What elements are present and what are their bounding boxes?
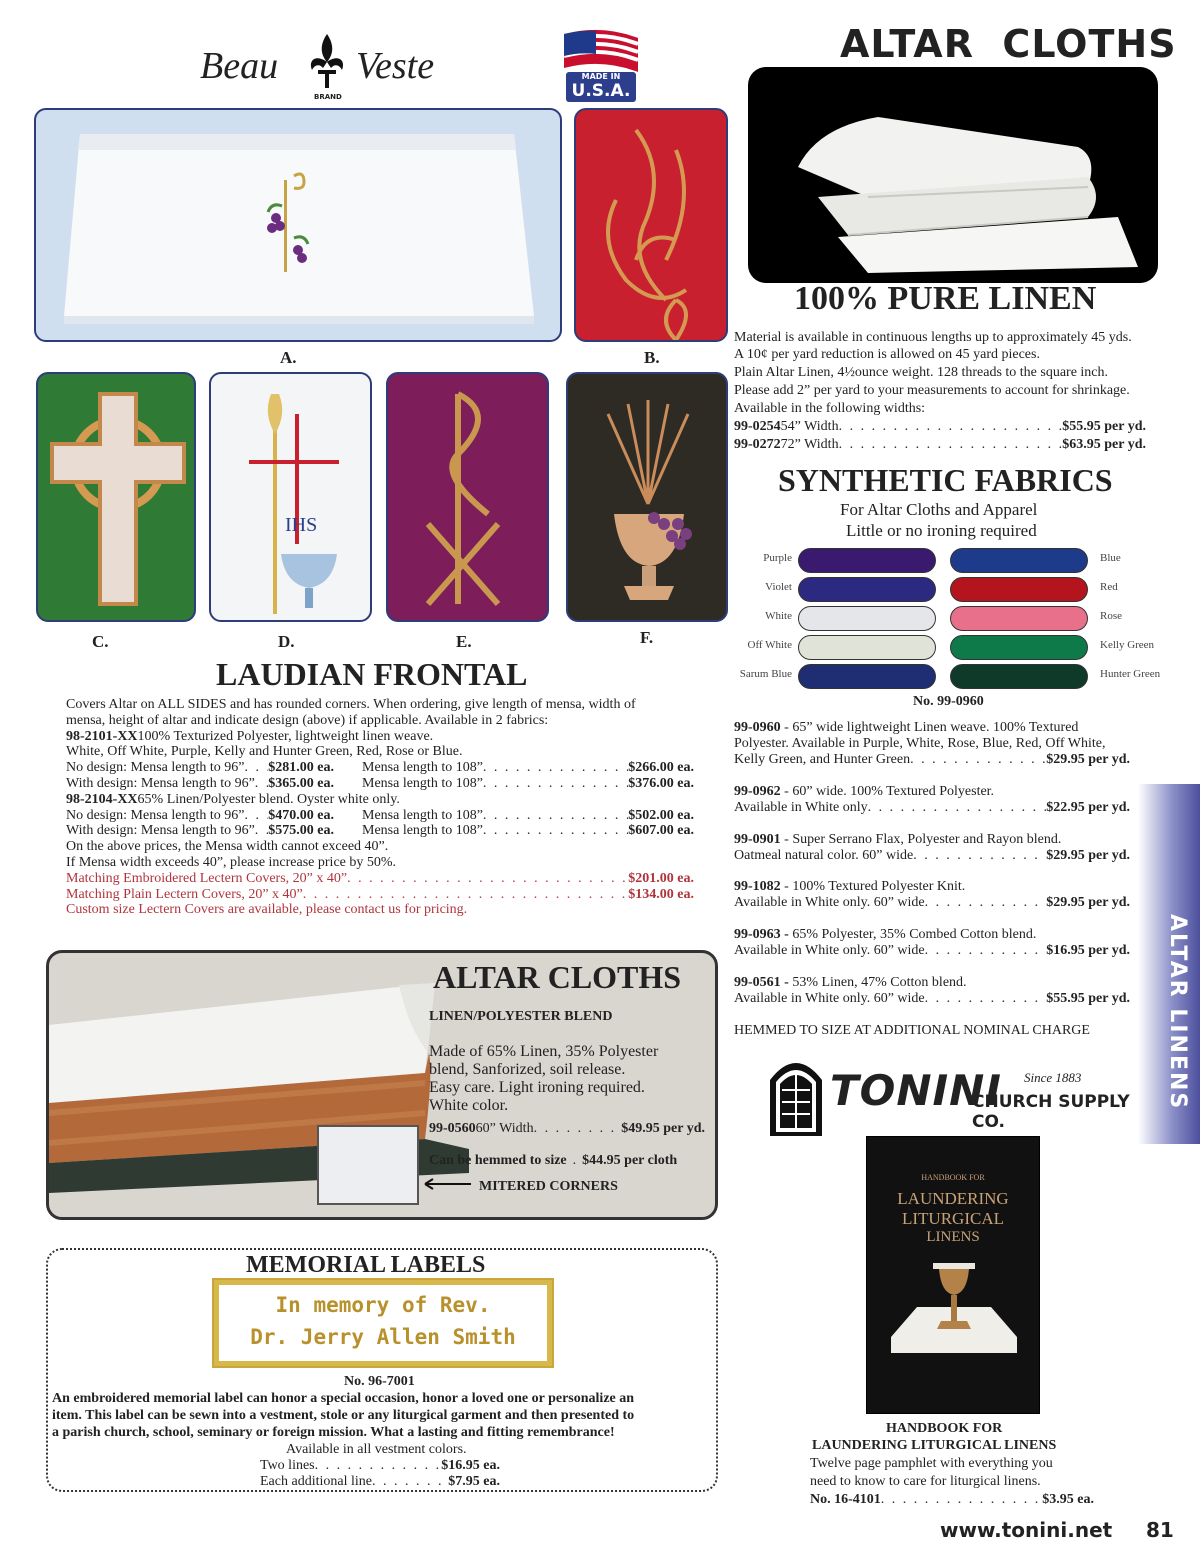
- memorial-title: MEMORIAL LABELS: [246, 1252, 486, 1278]
- item-line: 53% Linen, 47% Cotton blend.: [788, 975, 967, 990]
- memorial-desc-3: a parish church, school, seminary or foreign mission. What a lasting and fitting remembrance!: [52, 1425, 615, 1440]
- lectern-note: Custom size Lectern Covers are available, please contact us for pricing.: [66, 902, 468, 918]
- swatch-label-sarum-blue: Sarum Blue: [739, 668, 792, 680]
- swatch-label-off-white: Off White: [747, 639, 792, 651]
- us-flag-icon: [562, 28, 640, 78]
- row-desc: Mensa length to 108”: [362, 807, 483, 823]
- handbook-desc-1: Twelve page pamphlet with everything you: [810, 1456, 1053, 1471]
- synthetic-title: SYNTHETIC FABRICS: [778, 462, 1113, 498]
- item-0962: [734, 784, 1130, 816]
- synthetic-sub1: For Altar Cloths and Apparel: [840, 500, 1038, 519]
- row-desc: With design: Mensa length to 96”: [66, 823, 255, 839]
- altar-box-desc-4: White color.: [429, 1097, 509, 1114]
- item-line: Available in White only. 60” wide: [734, 991, 925, 1006]
- item-0960: [734, 720, 1130, 768]
- row-desc: With design: Mensa length to 96”: [66, 775, 255, 791]
- row-desc: Mensa length to 108”: [362, 775, 483, 791]
- item-desc: 72” Width: [780, 437, 839, 452]
- swatch-label-kelly-green: Kelly Green: [1100, 639, 1155, 651]
- item-line: - 65” wide lightweight Linen weave. 100% Textured: [780, 720, 1079, 735]
- lectern-desc: Matching Plain Lectern Covers, 20” x 40”: [66, 886, 303, 902]
- memorial-each-line: [260, 1474, 500, 1490]
- laudian-note-2: If Mensa width exceeds 40”, please increase price by 50%.: [66, 854, 397, 870]
- memorial-no: No. 96-7001: [344, 1374, 415, 1389]
- fabric1-code: 98-2101-XX: [66, 728, 138, 744]
- mitered-label: MITERED CORNERS: [479, 1179, 618, 1194]
- row-price: $575.00 ea.: [268, 823, 334, 839]
- hemmed-note: HEMMED TO SIZE AT ADDITIONAL NOMINAL CHARGE: [734, 1023, 1090, 1038]
- price-desc: Two lines: [260, 1458, 315, 1473]
- label-line-2: Dr. Jerry Allen Smith: [250, 1325, 516, 1349]
- swatch-label-rose: Rose: [1100, 610, 1122, 622]
- handbook-price-line: [810, 1492, 1094, 1508]
- item-price: $22.95 per yd.: [1046, 800, 1130, 815]
- item-line: 65% Polyester, 35% Combed Cotton blend.: [788, 927, 1037, 942]
- swatch-label-white: White: [765, 610, 792, 622]
- row-price: $281.00 ea.: [268, 760, 334, 776]
- altar-box-desc-1: Made of 65% Linen, 35% Polyester: [429, 1043, 659, 1060]
- swatch-red[interactable]: [950, 577, 1088, 602]
- handbook-desc-2: need to know to care for liturgical linens.: [810, 1474, 1041, 1489]
- row-price: $365.00 ea.: [268, 775, 334, 791]
- item-code: 99-0901: [734, 832, 781, 847]
- item-code: 99-0962: [734, 784, 781, 799]
- price-row: [66, 776, 694, 792]
- brand-name-left: Beau: [200, 45, 279, 87]
- item-price: $29.95 per yd.: [1046, 895, 1130, 910]
- item-code: 99-0561 -: [734, 975, 789, 990]
- swatch-label-violet: Violet: [765, 581, 792, 593]
- linen-line-2: A 10¢ per yard reduction is allowed on 45 yard pieces.: [734, 347, 1040, 362]
- item-code: 99-0560: [429, 1121, 476, 1136]
- swatch-label-hunter-green: Hunter Green: [1100, 668, 1161, 680]
- memorial-desc-1: An embroidered memorial label can honor a special occasion, honor a loved one or personalize an: [52, 1391, 635, 1406]
- page-number: 81: [1146, 1518, 1174, 1542]
- fabric1-desc: 100% Texturized Polyester, lightweight linen weave.: [137, 728, 434, 744]
- handbook-no: No. 16-4101: [810, 1492, 881, 1507]
- lectern-price: $134.00 ea.: [628, 886, 694, 902]
- brand-sub: BRAND: [314, 93, 342, 101]
- fabric2-code: 98-2104-XX: [66, 791, 138, 807]
- panel-b-holy-spirit-image: [574, 108, 728, 342]
- swatch-rose[interactable]: [950, 606, 1088, 631]
- tonini-logo: [766, 1050, 1146, 1140]
- swatch-white[interactable]: [798, 606, 936, 631]
- handbook-price: $3.95 ea.: [1042, 1492, 1094, 1507]
- item-line: - 60” wide. 100% Textured Polyester.: [780, 784, 995, 799]
- linen-image: [748, 67, 1158, 283]
- cover-big-3: LINENS: [926, 1229, 980, 1245]
- label-f: F.: [640, 628, 654, 647]
- linen-line-5: Available in the following widths:: [734, 401, 926, 416]
- item-line: - Super Serrano Flax, Polyester and Rayon blend.: [780, 832, 1062, 847]
- mitered-corner-swatch: [317, 1125, 419, 1205]
- label-c: C.: [92, 632, 109, 651]
- price-row: [66, 760, 694, 776]
- item-code: 99-0960: [734, 720, 781, 735]
- label-d: D.: [278, 632, 295, 651]
- panel-f-chalice-image: [566, 372, 728, 622]
- tonini-church: CHURCH SUPPLY CO.: [972, 1092, 1130, 1132]
- linen-line-1: Material is available in continuous lengths up to approximately 45 yds.: [734, 330, 1132, 345]
- fabric2-desc: 65% Linen/Polyester blend. Oyster white only.: [137, 791, 400, 807]
- lectern-row-2: [66, 887, 694, 903]
- row-price: $502.00 ea.: [628, 807, 694, 823]
- cover-small: HANDBOOK FOR: [921, 1173, 985, 1182]
- item-code: 99-0272: [734, 437, 781, 452]
- usa-text: U.S.A.: [571, 81, 631, 101]
- fabric1-colors: White, Off White, Purple, Kelly and Hunter Green, Red, Rose or Blue.: [66, 744, 463, 760]
- swatch-label-blue: Blue: [1100, 552, 1121, 564]
- item-code: 99-0963 -: [734, 927, 789, 942]
- row-price: $470.00 ea.: [268, 807, 334, 823]
- panel-c-celtic-cross-image: [36, 372, 196, 622]
- swatch-off-white[interactable]: [798, 635, 936, 660]
- lectern-desc: Matching Embroidered Lectern Covers, 20” x 40”: [66, 870, 348, 886]
- row-price: $266.00 ea.: [628, 760, 694, 776]
- item-price: $29.95 per yd.: [1046, 752, 1130, 767]
- handbook-title-1: HANDBOOK FOR: [886, 1421, 1003, 1436]
- panel-d-ihs-image: [209, 372, 372, 622]
- row-desc: No design: Mensa length to 96”: [66, 760, 245, 776]
- memorial-desc-2: item. This label can be sewn into a vestment, stole or any liturgical garment and then presented to: [52, 1408, 635, 1423]
- row-desc: Mensa length to 108”: [362, 823, 483, 839]
- swatch-label-purple: Purple: [763, 552, 792, 564]
- beau-veste-logo: [196, 30, 446, 102]
- price-desc: Each additional line: [260, 1474, 372, 1489]
- altar-box-desc-2: blend, Sanforized, soil release.: [429, 1061, 626, 1078]
- synthetic-items: [734, 720, 1130, 1020]
- row-price: $607.00 ea.: [628, 823, 694, 839]
- panel-e-chi-rho-image: [386, 372, 549, 622]
- handbook-cover: [866, 1136, 1040, 1414]
- linen-line-3: Plain Altar Linen, 4½ounce weight. 128 threads to the square inch.: [734, 365, 1109, 380]
- swatch-violet[interactable]: [798, 577, 936, 602]
- item-price: $63.95 per yd.: [1062, 437, 1146, 452]
- swatch-grid: [730, 546, 1170, 692]
- row-desc: No design: Mensa length to 96”: [66, 807, 245, 823]
- ihs-monogram: IHS: [285, 514, 318, 536]
- item-price: $55.95 per yd.: [1062, 419, 1146, 434]
- item-line: - 100% Textured Polyester Knit.: [780, 879, 966, 894]
- swatch-blue[interactable]: [950, 548, 1088, 573]
- made-in-usa-badge: [562, 28, 640, 104]
- tonini-name: TONINI: [830, 1066, 1002, 1115]
- label-b: B.: [644, 348, 660, 367]
- swatch-number: No. 99-0960: [913, 694, 984, 709]
- memorial-avail: Available in all vestment colors.: [286, 1442, 467, 1457]
- hem-price: $44.95 per cloth: [582, 1153, 678, 1168]
- laudian-title: LAUDIAN FRONTAL: [216, 656, 528, 692]
- item-line: Available in White only. 60” wide: [734, 895, 925, 910]
- laudian-intro-2: mensa, height of altar and indicate design (above) if applicable. Available in 2 fabrics:: [66, 712, 549, 728]
- memorial-two-lines: [260, 1458, 500, 1474]
- synthetic-sub2: Little or no ironing required: [846, 521, 1037, 540]
- handbook-title-2: LAUNDERING LITURGICAL LINENS: [812, 1438, 1057, 1453]
- item-line: Kelly Green, and Hunter Green: [734, 752, 911, 767]
- side-tab: [1138, 784, 1200, 1144]
- lectern-price: $201.00 ea.: [628, 870, 694, 886]
- item-0963: [734, 927, 1130, 959]
- swatch-label-red: Red: [1100, 581, 1118, 593]
- altar-cloths-box: [46, 950, 718, 1220]
- altar-box-hem-line: Can be hemmed to size . $44.95 per cloth: [429, 1153, 678, 1168]
- usa-box: [566, 72, 636, 102]
- memorial-box: [46, 1248, 718, 1492]
- swatch-hunter-green[interactable]: [950, 664, 1088, 689]
- linen-item-0272: [734, 437, 1146, 453]
- brand-name-right: Veste: [356, 45, 435, 87]
- footer-url[interactable]: www.tonini.net: [940, 1518, 1113, 1542]
- item-0561: [734, 975, 1130, 1007]
- swatch-purple[interactable]: [798, 548, 936, 573]
- item-line: Polyester. Available in Purple, White, Rose, Blue, Red, Off White,: [734, 736, 1106, 751]
- linen-title: 100% PURE LINEN: [794, 280, 1097, 317]
- cover-big-1: LAUNDERING: [897, 1189, 1009, 1208]
- row-price: $376.00 ea.: [628, 775, 694, 791]
- price-value: $16.95 ea.: [441, 1458, 500, 1473]
- hem-desc: Can be hemmed to size: [429, 1153, 567, 1168]
- made-in-text: MADE IN: [581, 72, 621, 81]
- label-e: E.: [456, 632, 472, 651]
- item-code: 99-1082: [734, 879, 781, 894]
- lectern-row-1: [66, 871, 694, 887]
- tonini-since: Since 1883: [1024, 1070, 1082, 1085]
- church-window-icon: [766, 1050, 826, 1138]
- laudian-note-1: On the above prices, the Mensa width cannot exceed 40”.: [66, 839, 389, 855]
- altar-box-price-line: [429, 1121, 705, 1137]
- row-desc: Mensa length to 108”: [362, 760, 483, 776]
- item-price: $29.95 per yd.: [1046, 848, 1130, 863]
- linen-item-0254: [734, 419, 1146, 435]
- chalice-linen-illustration: [887, 1257, 1021, 1357]
- item-price: $16.95 per yd.: [1046, 943, 1130, 958]
- altar-box-desc-3: Easy care. Light ironing required.: [429, 1079, 645, 1096]
- price-value: $7.95 ea.: [448, 1474, 500, 1489]
- page-title: ALTAR CLOTHS: [840, 22, 1177, 66]
- panel-a-frontal-image: [34, 108, 562, 342]
- item-desc: 60” Width: [475, 1121, 534, 1136]
- item-desc: 54” Width: [780, 419, 839, 434]
- linen-info: [734, 330, 1146, 456]
- item-1082: [734, 879, 1130, 911]
- item-price: $55.95 per yd.: [1046, 991, 1130, 1006]
- item-price: $49.95 per yd.: [621, 1121, 705, 1136]
- item-line: Available in White only. 60” wide: [734, 943, 925, 958]
- laudian-intro-1: Covers Altar on ALL SIDES and has rounded corners. When ordering, give length of mensa, width of: [66, 697, 636, 712]
- price-row: [66, 823, 694, 839]
- linen-line-4: Please add 2” per yard to your measurements to account for shrinkage.: [734, 383, 1130, 398]
- swatch-sarum-blue[interactable]: [798, 664, 936, 689]
- side-tab-label: ALTAR LINENS: [1165, 914, 1190, 1111]
- label-a: A.: [280, 348, 297, 367]
- altar-box-title: ALTAR CLOTHS: [433, 959, 682, 995]
- item-line: Oatmeal natural color. 60” wide: [734, 848, 914, 863]
- item-code: 99-0254: [734, 419, 781, 434]
- arrow-left-icon: [423, 1177, 473, 1191]
- swatch-kelly-green[interactable]: [950, 635, 1088, 660]
- laudian-details: [66, 697, 694, 918]
- label-line-1: In memory of Rev.: [275, 1293, 491, 1317]
- price-row: [66, 808, 694, 824]
- fleur-de-lis-icon: [306, 32, 348, 92]
- cover-big-2: LITURGICAL: [902, 1209, 1004, 1228]
- item-0901: [734, 832, 1130, 864]
- altar-box-sub: LINEN/POLYESTER BLEND: [429, 1009, 613, 1024]
- item-line: Available in White only: [734, 800, 868, 815]
- memorial-label-sample: [214, 1280, 552, 1366]
